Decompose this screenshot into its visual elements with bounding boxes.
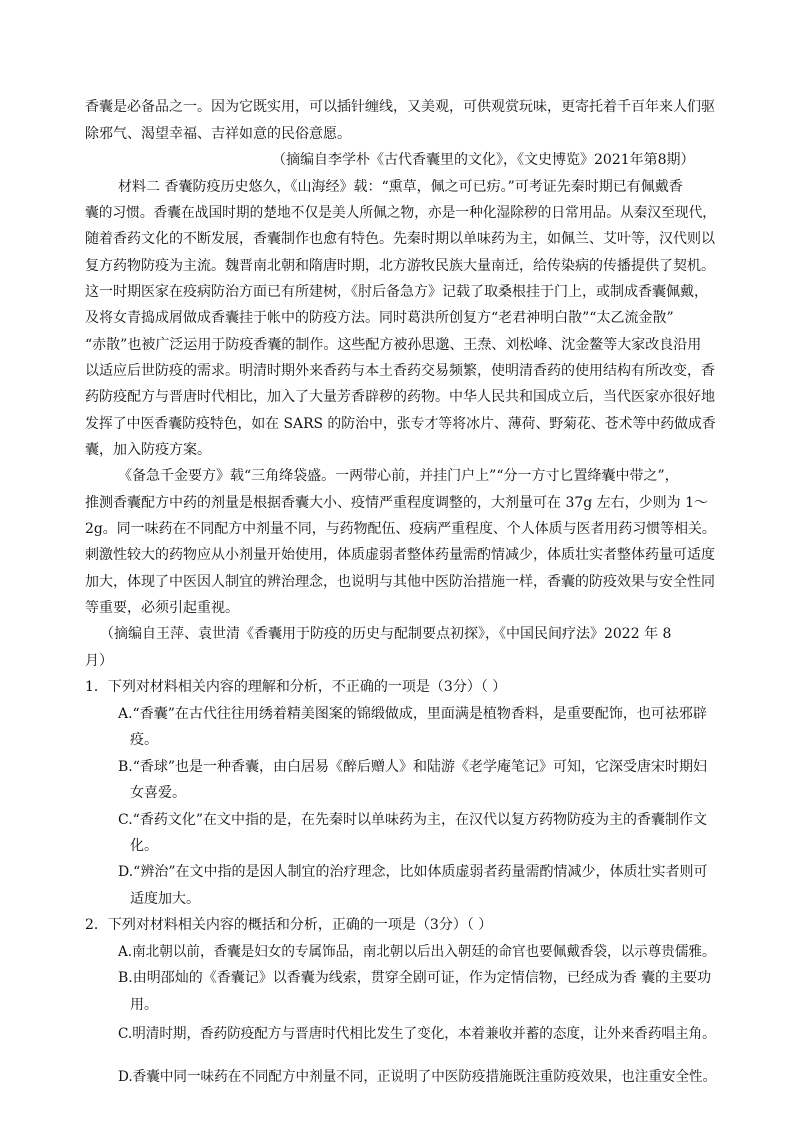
question-2-option-b: B.由明邵灿的《香囊记》以香囊为线索，贯穿全剧可证，作为定情信物，已经成为香 囊的主要功 <box>118 970 712 986</box>
question-1-option-c: C.“香药文化”在文中指的是，在先秦时以单味药为主，在汉代以复方药物防疫为主的香囊制作文 <box>118 812 707 828</box>
question-1-option-b-cont: 女喜爱。 <box>130 785 186 801</box>
material-2-line-10: 发挥了中医香囊防疫特色，如在 SARS 的防治中，张专才等将冰片、薄荷、野菊花、苍术等中药做成香 <box>85 416 716 432</box>
intro-line-2: 除邪气、渴望幸福、吉祥如意的民俗意愿。 <box>85 126 351 142</box>
paragraph-3-line-4: 刺激性较大的药物应从小剂量开始使用，体质虚弱者整体药量需酌情减少，体质壮实者整体药量可适度 <box>85 547 715 563</box>
question-1-option-a-cont: 疫。 <box>130 732 158 748</box>
paragraph-3-line-3: 2g。同一味药在不同配方中剂量不同，与药物配伍、疫病严重程度、个人体质与医者用药习惯等相关。 <box>85 521 716 537</box>
question-2-stem: 2．下列对材料相关内容的概括和分析，正确的一项是（3分）（ ） <box>85 917 493 933</box>
citation-1: （摘编自李学朴《古代香囊里的文化》，《文史博览》2021年第8期） <box>272 152 695 168</box>
question-1-option-c-cont: 化。 <box>130 838 158 854</box>
question-1-option-b: B.“香球”也是一种香囊，由白居易《醉后赠人》和陆游《老学庵笔记》可知，它深受唐宋时期妇 <box>118 759 708 775</box>
paragraph-3-line-5: 加大，体现了中医因人制宜的辨治理念，也说明与其他中医防治措施一样，香囊的防疫效果与安全性同 <box>85 574 715 590</box>
question-1-option-d: D.“辨治”在文中指的是因人制宜的治疗理念，比如体质虚弱者药量需酌情减少，体质壮实者则可 <box>118 864 708 880</box>
material-2-line-9: 药防疫配方与晋唐时代相比，加入了大量芳香辟秽的药物。中华人民共和国成立后，当代医家亦很好地 <box>85 389 715 405</box>
paragraph-3-line-6: 等重要，必须引起重视。 <box>85 600 239 616</box>
material-2-line-4: 复方药物防疫为主流。魏晋南北朝和隋唐时期，北方游牧民族大量南迁，给传染病的传播提供了契机。 <box>85 258 715 274</box>
material-2-line-5: 这一时期医家在疫病防治方面已有所建树，《肘后备急方》记载了取桑根挂于门上，或制成香囊佩戴， <box>85 284 708 300</box>
intro-line-1: 香囊是必备品之一。因为它既实用，可以插针缠线，又美观，可供观赏玩味，更寄托着千百年来人们驱 <box>85 99 715 115</box>
material-2-line-8: 以适应后世防疫的需求。明清时期外来香药与本土香药交易频繁，使明清香药的使用结构有所改变，香 <box>85 363 715 379</box>
material-2-line-2: 囊的习惯。香囊在战国时期的楚地不仅是美人所佩之物，亦是一种化湿除秽的日常用品。从秦汉至现代， <box>85 205 716 221</box>
citation-2-line-1: （摘编自王萍、袁世清《香囊用于防疫的历史与配制要点初探》，《中国民间疗法》2022 年 8 <box>100 626 672 642</box>
question-1-option-a: A.“香囊”在古代往往用绣着精美图案的锦缎做成，里面满是植物香料，是重要配饰，也可祛邪辟 <box>118 706 707 722</box>
citation-2-line-2: 月） <box>85 653 113 669</box>
paragraph-3-line-2: 推测香囊配方中药的剂量是根据香囊大小、疫情严重程度调整的，大剂量可在 37g 左右，少则为 1～ <box>85 495 709 511</box>
question-1-option-d-cont: 适度加大。 <box>130 891 200 907</box>
material-2-line-7: “赤散”也被广泛运用于防疫香囊的制作。这些配方被孙思邈、王焘、刘松峰、沈金鳌等大家改良沿用 <box>85 337 702 353</box>
question-2-option-d: D.香囊中同一味药在不同配方中剂量不同，正说明了中医防疫措施既注重防疫效果，也注重安全性。 <box>118 1069 717 1085</box>
question-1-stem: 1．下列对材料相关内容的理解和分析，不正确的一项是（3分）（ ） <box>85 679 507 695</box>
material-2-line-11: 囊，加入防疫方案。 <box>85 442 211 458</box>
question-2-option-c: C.明清时期，香药防疫配方与晋唐时代相比发生了变化，本着兼收并蓄的态度，让外来香药唱主角。 <box>118 1026 716 1042</box>
question-2-option-a: A.南北朝以前，香囊是妇女的专属饰品，南北朝以后出入朝廷的命官也要佩戴香袋，以示尊贵儒雅。 <box>118 944 716 960</box>
material-2-line-3: 随着香药文化的不断发展，香囊制作也愈有特色。先秦时期以单味药为主，如佩兰、艾叶等，汉代则以 <box>85 231 715 247</box>
paragraph-3-line-1: 《备急千金要方》载“三角绛袋盛。一两带心前，并挂门户上”“分一方寸匕置绛囊中带之”， <box>118 468 679 484</box>
material-2-line-6: 及将女青捣成屑做成香囊挂于帐中的防疫方法。同时葛洪所创复方“老君神明白散”“太乙流金散” <box>85 310 674 326</box>
question-2-option-b-cont: 用。 <box>130 997 158 1013</box>
material-2-line-1: 材料二 香囊防疫历史悠久，《山海经》载：“熏草，佩之可已疠。”可考证先秦时期已有佩戴香 <box>118 179 683 195</box>
